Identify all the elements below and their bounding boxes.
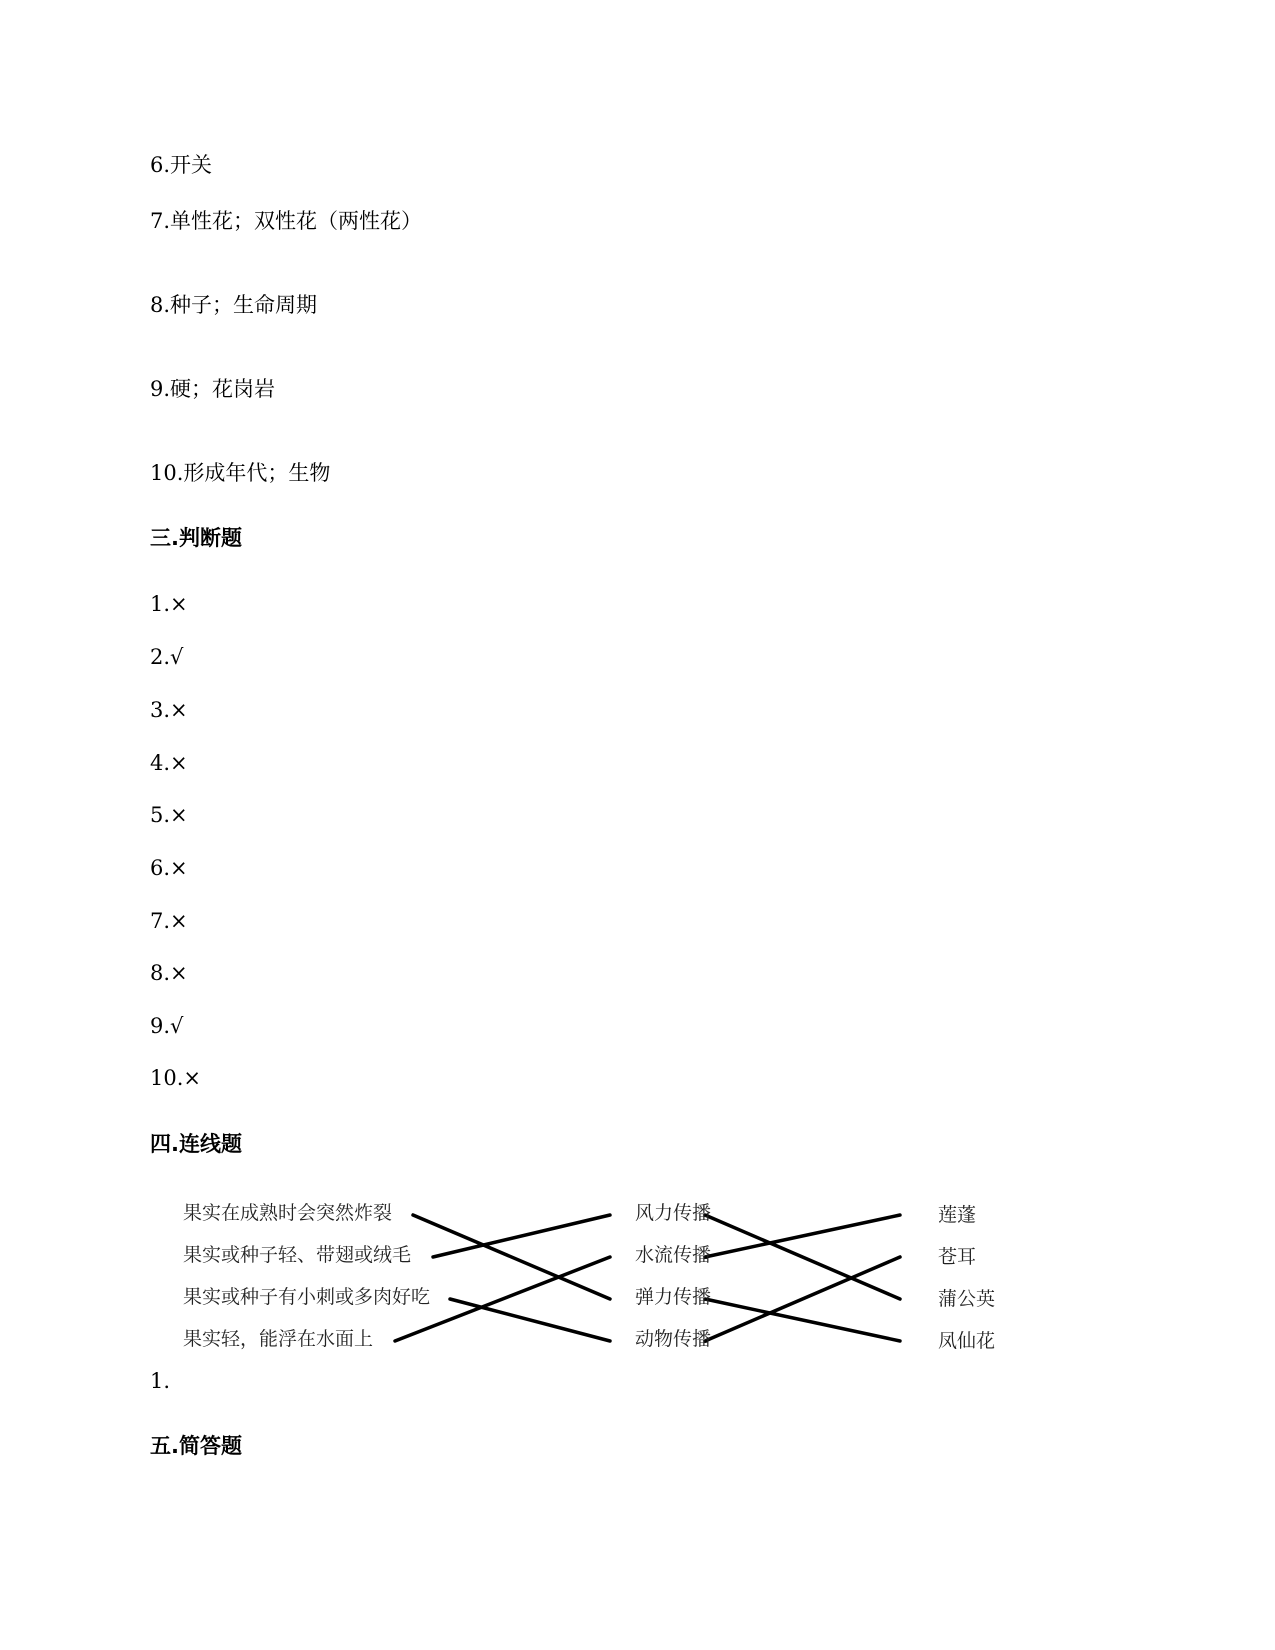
connector-line — [450, 1299, 610, 1341]
fill-answer-6: 6.开关 — [150, 153, 213, 177]
fill-answer-9: 9.硬；花岗岩 — [150, 377, 276, 401]
middle-item-label: 风力传播 — [635, 1202, 712, 1224]
judgement-answer: 1.× — [150, 592, 188, 616]
left-item-label: 果实或种子轻、带翅或绒毛 — [183, 1244, 412, 1266]
left-item-label: 果实或种子有小刺或多肉好吃 — [183, 1286, 431, 1308]
right-item-label: 莲蓬 — [938, 1204, 977, 1226]
right-item-label: 蒲公英 — [938, 1288, 996, 1310]
matching-figure — [183, 1195, 1023, 1365]
section-title-short-answer: 五.简答题 — [150, 1434, 242, 1458]
fill-answer-8: 8.种子；生命周期 — [150, 293, 318, 317]
right-item-label: 苍耳 — [938, 1246, 977, 1268]
judgement-answer: 3.× — [150, 698, 188, 722]
matching-diagram — [183, 1195, 1023, 1365]
connector-line — [705, 1215, 900, 1257]
connector-line — [413, 1215, 610, 1299]
middle-item-label: 动物传播 — [635, 1328, 712, 1350]
matching-answer: 1. — [150, 1369, 171, 1393]
judgement-answer: 10.× — [150, 1066, 201, 1090]
connector-line — [705, 1299, 900, 1341]
judgement-answer: 4.× — [150, 751, 188, 775]
judgement-answer: 8.× — [150, 961, 188, 985]
judgement-answer: 5.× — [150, 803, 188, 827]
connector-line — [705, 1257, 900, 1341]
right-item-label: 凤仙花 — [938, 1330, 996, 1352]
middle-item-label: 水流传播 — [635, 1244, 712, 1266]
section-title-matching: 四.连线题 — [150, 1132, 242, 1156]
fill-answer-10: 10.形成年代；生物 — [150, 461, 331, 485]
judgement-answer: 7.× — [150, 909, 188, 933]
fill-answer-7: 7.单性花；双性花（两性花） — [150, 209, 423, 233]
judgement-answer: 2.√ — [150, 645, 184, 669]
section-title-judgement: 三.判断题 — [150, 526, 242, 550]
judgement-answer: 9.√ — [150, 1014, 184, 1038]
left-item-label: 果实轻，能浮在水面上 — [183, 1328, 374, 1350]
middle-item-label: 弹力传播 — [635, 1286, 712, 1308]
connector-line — [705, 1215, 900, 1299]
left-item-label: 果实在成熟时会突然炸裂 — [183, 1202, 393, 1224]
judgement-answer: 6.× — [150, 856, 188, 880]
